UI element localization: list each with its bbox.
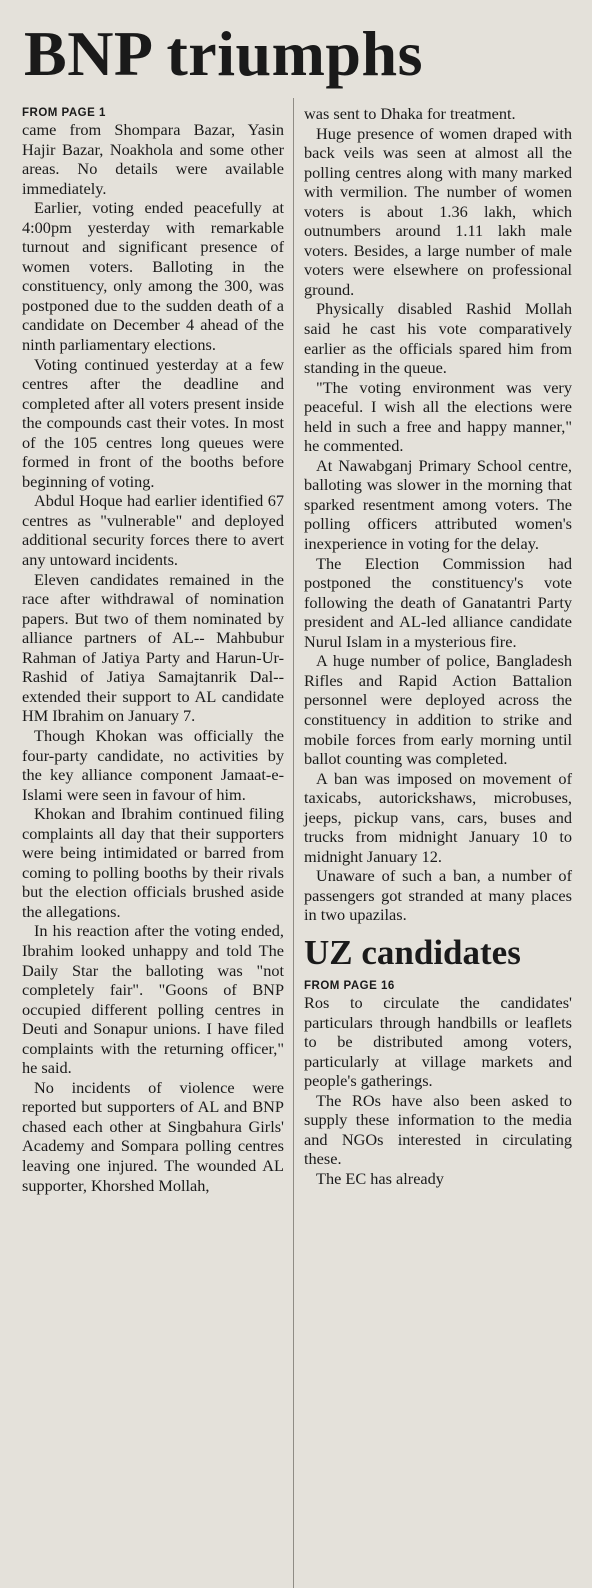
article-paragraph: "The voting environment was very peaceful. I wish all the elections were held in such a free and happy manner," he commented. [304,377,572,456]
article-paragraph: The ROs have also been asked to supply these information to the media and NGOs interested in circulating these. [304,1090,572,1169]
article-paragraph: was sent to Dhaka for treatment. [304,104,516,123]
article-paragraph: In his reaction after the voting ended, Ibrahim looked unhappy and told The Daily Star the balloting was "not completely fair". "Goons of BNP occupied different polling centres in Deuti and Sonapur unions. I have filed complaints with the returning officer," he said. [22,921,284,1078]
column-divider [293,98,294,1588]
article-paragraph: A ban was imposed on movement of taxicabs, autorickshaws, microbuses, jeeps, pickup vans, cars, buses and trucks from midnight January 10 to midnight January 12. [304,768,572,866]
article-paragraph: Earlier, voting ended peacefully at 4:00pm yesterday with remarkable turnout and significant presence of women voters. Balloting in the constituency, only among the 300, was postponed due to the sudden death of a candidate on December 4 ahead of the ninth parliamentary elections. [22,198,284,355]
headline: BNP triumphs [24,18,423,89]
article-paragraph: The Election Commission had postponed the constituency's vote following the death of Ganatantri Party president and AL-led alliance candidate Nurul Islam in a mysterious fire. [304,553,572,651]
article-paragraph: Physically disabled Rashid Mollah said he cast his vote comparatively earlier as the officials spared him from standing in the queue. [304,299,572,378]
article-paragraph: Abdul Hoque had earlier identified 67 centres as "vulnerable" and deployed additional security forces there to avert any untoward incidents. [22,491,284,570]
article-paragraph: Voting continued yesterday at a few centres after the deadline and completed after all voters present inside the compounds cast their votes. In most of the 105 centres long queues were formed in front of the booths before beginning of voting. [22,354,284,491]
left-column [22,106,284,1195]
article-paragraph: No incidents of violence were reported but supporters of AL and BNP chased each other at Singbahura Girls' Academy and Sompara polling centres leaving one injured. The wounded AL supporter, Khorshed Mollah, [22,1077,284,1195]
article-paragraph: Though Khokan was officially the four-party candidate, no activities by the key alliance component Jamaat-e-Islami were seen in favour of him. [22,725,284,804]
article-paragraph: A huge number of police, Bangladesh Rifles and Rapid Action Battalion personnel were deployed across the constituency in addition to strike and mobile forces from early morning until ballot counting was completed. [304,651,572,769]
article-paragraph: Ros to circulate the candidates' particulars through handbills or leaflets to be distributed among voters, particularly at village markets and people's gatherings. [304,992,572,1091]
article-paragraph: came from Shompara Bazar, Yasin Hajir Bazar, Noakhola and some other areas. No details were available immediately. [22,120,284,198]
article-paragraph: Khokan and Ibrahim continued filing complaints all day that their supporters were being intimidated or barred from coming to polling booths by their rivals but the election officials brushed aside the allegations. [22,804,284,921]
article-paragraph: Eleven candidates remained in the race after withdrawal of nomination papers. But two of them nominated by alliance partners of AL-- Mahbubur Rahman of Jatiya Party and Harun-Ur-Rashid of Jatiya Samajtanrik Dal--extended their support to AL candidate HM Ibrahim on January 7. [22,569,284,726]
jump-line: FROM PAGE 16 [304,979,395,992]
article-paragraph: At Nawabganj Primary School centre, balloting was slower in the morning that sparked resentment among voters. The polling officers attributed women's inexperience in voting for the delay. [304,455,572,554]
article-paragraph: Unaware of such a ban, a number of passengers got stranded at many places in two upazilas. [304,866,572,925]
right-column [304,104,572,1188]
article-paragraph: The EC has already [316,1168,444,1188]
subheadline: UZ candidates [304,932,521,972]
article-paragraph: Huge presence of women draped with back veils was seen at almost all the polling centres along with many marked with vermilion. The number of women voters is about 1.36 lakh, which outnumbers around 1.11 lakh male voters. Besides, a large number of male voters were elsewhere on professional ground. [304,123,572,299]
jump-line: FROM PAGE 1 [22,107,106,119]
